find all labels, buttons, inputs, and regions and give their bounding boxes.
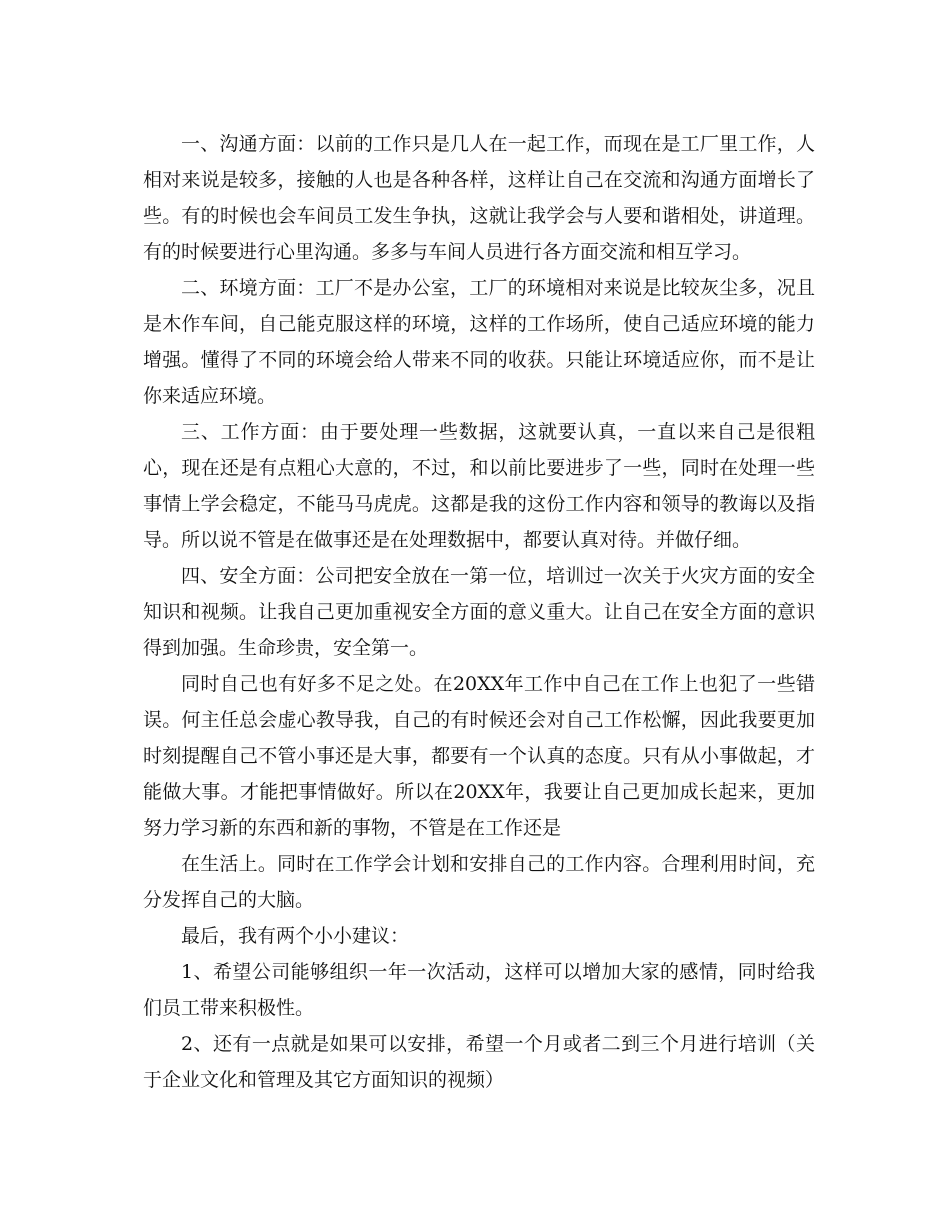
paragraph-work: 三、工作方面：由于要处理一些数据，这就要认真，一直以来自己是很粗心，现在还是有点粗心大意的，不过，和以前比要进步了一些，同时在处理一些事情上学会稳定，不能马马虎虎。这都是我的这份工作内容和领导的教诲以及指导。所以说不管是在做事还是在处理数据中，都要认真对待。并做仔细。 — [143, 421, 815, 551]
paragraph-suggestion-2: 2、还有一点就是如果可以安排，希望一个月或者二到三个月进行培训（关于企业文化和管理及其它方面知识的视频） — [143, 1033, 815, 1091]
document-body — [143, 126, 815, 1098]
paragraph-suggestion-1: 1、希望公司能够组织一年一次活动，这样可以增加大家的感情，同时给我们员工带来积极性。 — [143, 961, 815, 1019]
paragraph-suggestions-intro: 最后，我有两个小小建议： — [181, 925, 410, 947]
paragraph-shortcomings: 同时自己也有好多不足之处。在20XX年工作中自己在工作上也犯了一些错误。何主任总会虚心教导我，自己的有时候还会对自己工作松懈，因此我要更加时刻提醒自己不管小事还是大事，都要有一个认真的态度。只有从小事做起，才能做大事。才能把事情做好。所以在20XX年，我要让自己更加成长起来，更加努力学习新的东西和新的事物，不管是在工作还是 — [143, 673, 815, 839]
paragraph-life: 在生活上。同时在工作学会计划和安排自己的工作内容。合理利用时间，充分发挥自己的大脑。 — [143, 853, 815, 911]
paragraph-safety: 四、安全方面：公司把安全放在一第一位，培训过一次关于火灾方面的安全知识和视频。让我自己更加重视安全方面的意义重大。让自己在安全方面的意识得到加强。生命珍贵，安全第一。 — [143, 565, 815, 659]
paragraph-communication: 一、沟通方面：以前的工作只是几人在一起工作，而现在是工厂里工作，人相对来说是较多，接触的人也是各种各样，这样让自己在交流和沟通方面增长了些。有的时候也会车间员工发生争执，这就让我学会与人要和谐相处，讲道理。有的时候要进行心里沟通。多多与车间人员进行各方面交流和相互学习。 — [143, 133, 815, 263]
paragraph-environment: 二、环境方面：工厂不是办公室，工厂的环境相对来说是比较灰尘多，况且是木作车间，自己能克服这样的环境，这样的工作场所，使自己适应环境的能力增强。懂得了不同的环境会给人带来不同的收获。只能让环境适应你，而不是让你来适应环境。 — [143, 277, 815, 407]
